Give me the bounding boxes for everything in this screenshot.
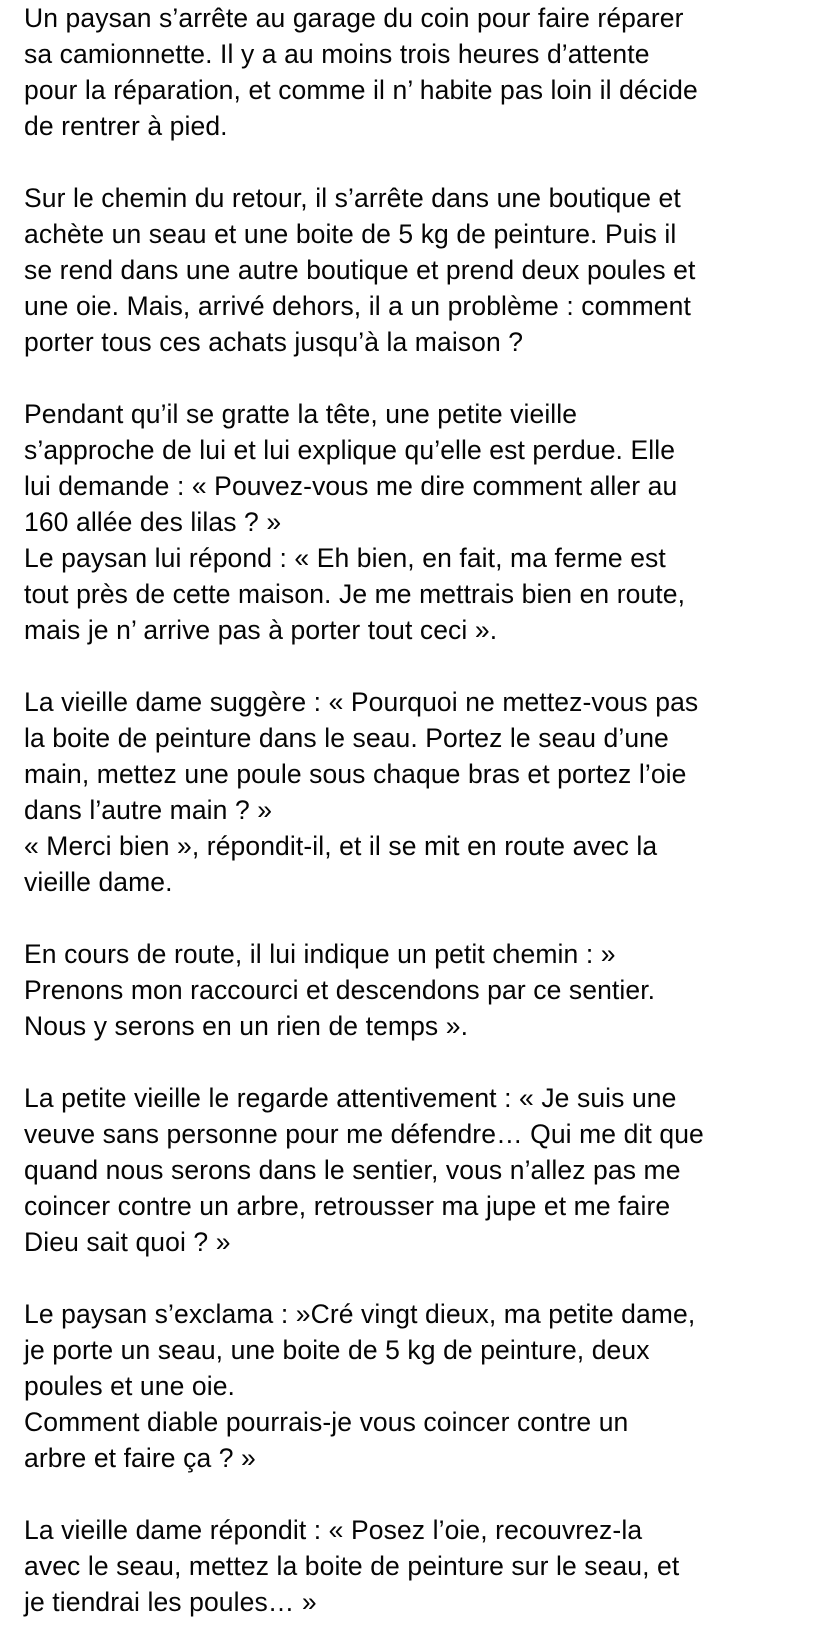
text-line: Le paysan lui répond : « Eh bien, en fait, ma ferme est bbox=[24, 543, 666, 573]
paragraph bbox=[24, 684, 804, 900]
text-line: Un paysan s’arrête au garage du coin pour faire réparer bbox=[24, 3, 684, 33]
text-line: main, mettez une poule sous chaque bras et portez l’oie bbox=[24, 759, 687, 789]
paragraph bbox=[24, 1080, 804, 1260]
paragraph bbox=[24, 1512, 804, 1620]
text-line: avec le seau, mettez la boite de peinture sur le seau, et bbox=[24, 1551, 680, 1581]
text-line: Nous y serons en un rien de temps ». bbox=[24, 1011, 469, 1041]
text-line: porter tous ces achats jusqu’à la maison ? bbox=[24, 327, 524, 357]
text-line: mais je n’ arrive pas à porter tout ceci ». bbox=[24, 615, 498, 645]
text-line: dans l’autre main ? » bbox=[24, 795, 273, 825]
text-line: je tiendrai les poules… » bbox=[24, 1587, 317, 1617]
text-line: une oie. Mais, arrivé dehors, il a un problème : comment bbox=[24, 291, 691, 321]
paragraph bbox=[24, 0, 804, 144]
text-line: « Merci bien », répondit-il, et il se mit en route avec la bbox=[24, 831, 658, 861]
text-line: Dieu sait quoi ? » bbox=[24, 1227, 231, 1257]
text-line: arbre et faire ça ? » bbox=[24, 1443, 256, 1473]
paragraph bbox=[24, 396, 804, 648]
text-line: Sur le chemin du retour, il s’arrête dans une boutique et bbox=[24, 183, 681, 213]
text-line: de rentrer à pied. bbox=[24, 111, 228, 141]
text-line: je porte un seau, une boite de 5 kg de peinture, deux bbox=[24, 1335, 650, 1365]
text-line: vieille dame. bbox=[24, 867, 173, 897]
text-line: Pendant qu’il se gratte la tête, une petite vieille bbox=[24, 399, 578, 429]
text-line: La vieille dame répondit : « Posez l’oie, recouvrez-la bbox=[24, 1515, 643, 1545]
paragraph bbox=[24, 180, 804, 360]
text-line: La vieille dame suggère : « Pourquoi ne mettez-vous pas bbox=[24, 687, 699, 717]
text-line: se rend dans une autre boutique et prend deux poules et bbox=[24, 255, 696, 285]
text-line: poules et une oie. bbox=[24, 1371, 236, 1401]
text-line: s’approche de lui et lui explique qu’elle est perdue. Elle bbox=[24, 435, 676, 465]
text-line: 160 allée des lilas ? » bbox=[24, 507, 282, 537]
text-line: tout près de cette maison. Je me mettrais bien en route, bbox=[24, 579, 686, 609]
text-line: Comment diable pourrais-je vous coincer contre un bbox=[24, 1407, 629, 1437]
text-line: quand nous serons dans le sentier, vous n’allez pas me bbox=[24, 1155, 681, 1185]
text-line: lui demande : « Pouvez-vous me dire comment aller au bbox=[24, 471, 678, 501]
paragraph bbox=[24, 1296, 804, 1476]
text-line: coincer contre un arbre, retrousser ma jupe et me faire bbox=[24, 1191, 671, 1221]
paragraph bbox=[24, 936, 804, 1044]
text-line: achète un seau et une boite de 5 kg de peinture. Puis il bbox=[24, 219, 677, 249]
text-line: En cours de route, il lui indique un petit chemin : » bbox=[24, 939, 616, 969]
text-line: Prenons mon raccourci et descendons par ce sentier. bbox=[24, 975, 656, 1005]
text-line: pour la réparation, et comme il n’ habite pas loin il décide bbox=[24, 75, 698, 105]
text-line: La petite vieille le regarde attentivement : « Je suis une bbox=[24, 1083, 677, 1113]
text-line: sa camionnette. Il y a au moins trois heures d’attente bbox=[24, 39, 650, 69]
text-line: veuve sans personne pour me défendre… Qui me dit que bbox=[24, 1119, 704, 1149]
text-line: Le paysan s’exclama : »Cré vingt dieux, ma petite dame, bbox=[24, 1299, 696, 1329]
text-line: la boite de peinture dans le seau. Portez le seau d’une bbox=[24, 723, 669, 753]
